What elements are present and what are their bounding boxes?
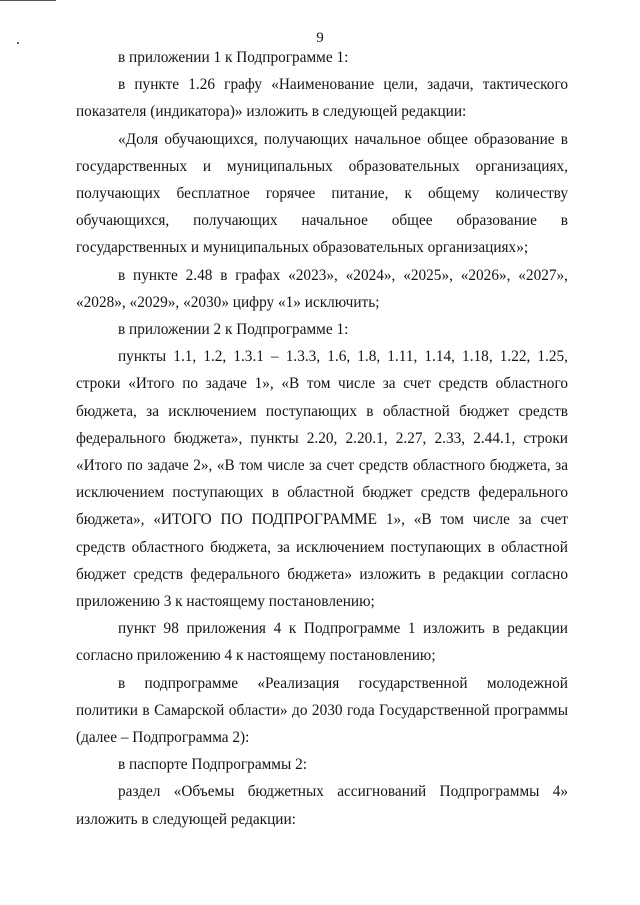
paragraph: «Доля обучающихся, получающих начальное общее образование в государственных и муниципальных образовательных организациях, получающих бесплатное горячее питание, к общему количеству обучающихся, получающих начальное общее образование в государственных и муниципальных образовательных организациях»; (76, 130, 568, 257)
paragraph: в приложении 2 к Подпрограмме 1: (118, 321, 349, 339)
paragraph: в паспорте Подпрограммы 2: (118, 756, 307, 774)
paragraph: в пункте 1.26 графу «Наименование цели, задачи, тактического показателя (индикатора)» изложить в следующей редакции: (76, 76, 568, 121)
paragraph: пункты 1.1, 1.2, 1.3.1 – 1.3.3, 1.6, 1.8, 1.11, 1.14, 1.18, 1.22, 1.25, строки «Итого по задаче 1», «В том числе за счет средств областного бюджета, за исключением поступающих в областной бюджет средств федерального бюджета», пункты 2.20, 2.20.1, 2.27, 2.33, 2.44.1, строки «Итого по задаче 2», «В том числе за счет средств областного бюджета, за исключением поступающих в областной бюджет средств федерального бюджета», «ИТОГО ПО ПОДПРОГРАММЕ 1», «В том числе за счет средств областного бюджета, за исключением поступающих в областной бюджет средств федерального бюджета» изложить в редакции согласно приложению 3 к настоящему постановлению; (76, 348, 568, 611)
paragraph: пункт 98 приложения 4 к Подпрограмме 1 изложить в редакции согласно приложению 4 к настоящему постановлению; (76, 620, 568, 665)
paragraph: в пункте 2.48 в графах «2023», «2024», «2025», «2026», «2027», «2028», «2029», «2030» цифру «1» исключить; (76, 266, 568, 311)
scan-corner-line (0, 0, 56, 1)
paragraph: раздел «Объемы бюджетных ассигнований Подпрограммы 4» изложить в следующей редакции: (76, 783, 568, 828)
paragraph: в подпрограмме «Реализация государственной молодежной политики в Самарской области» до 2030 года Государственной программы (далее – Подпрограмма 2): (76, 674, 568, 747)
document-body (76, 44, 568, 833)
page-number: 9 (316, 30, 324, 46)
paragraph: в приложении 1 к Подпрограмме 1: (118, 49, 349, 66)
